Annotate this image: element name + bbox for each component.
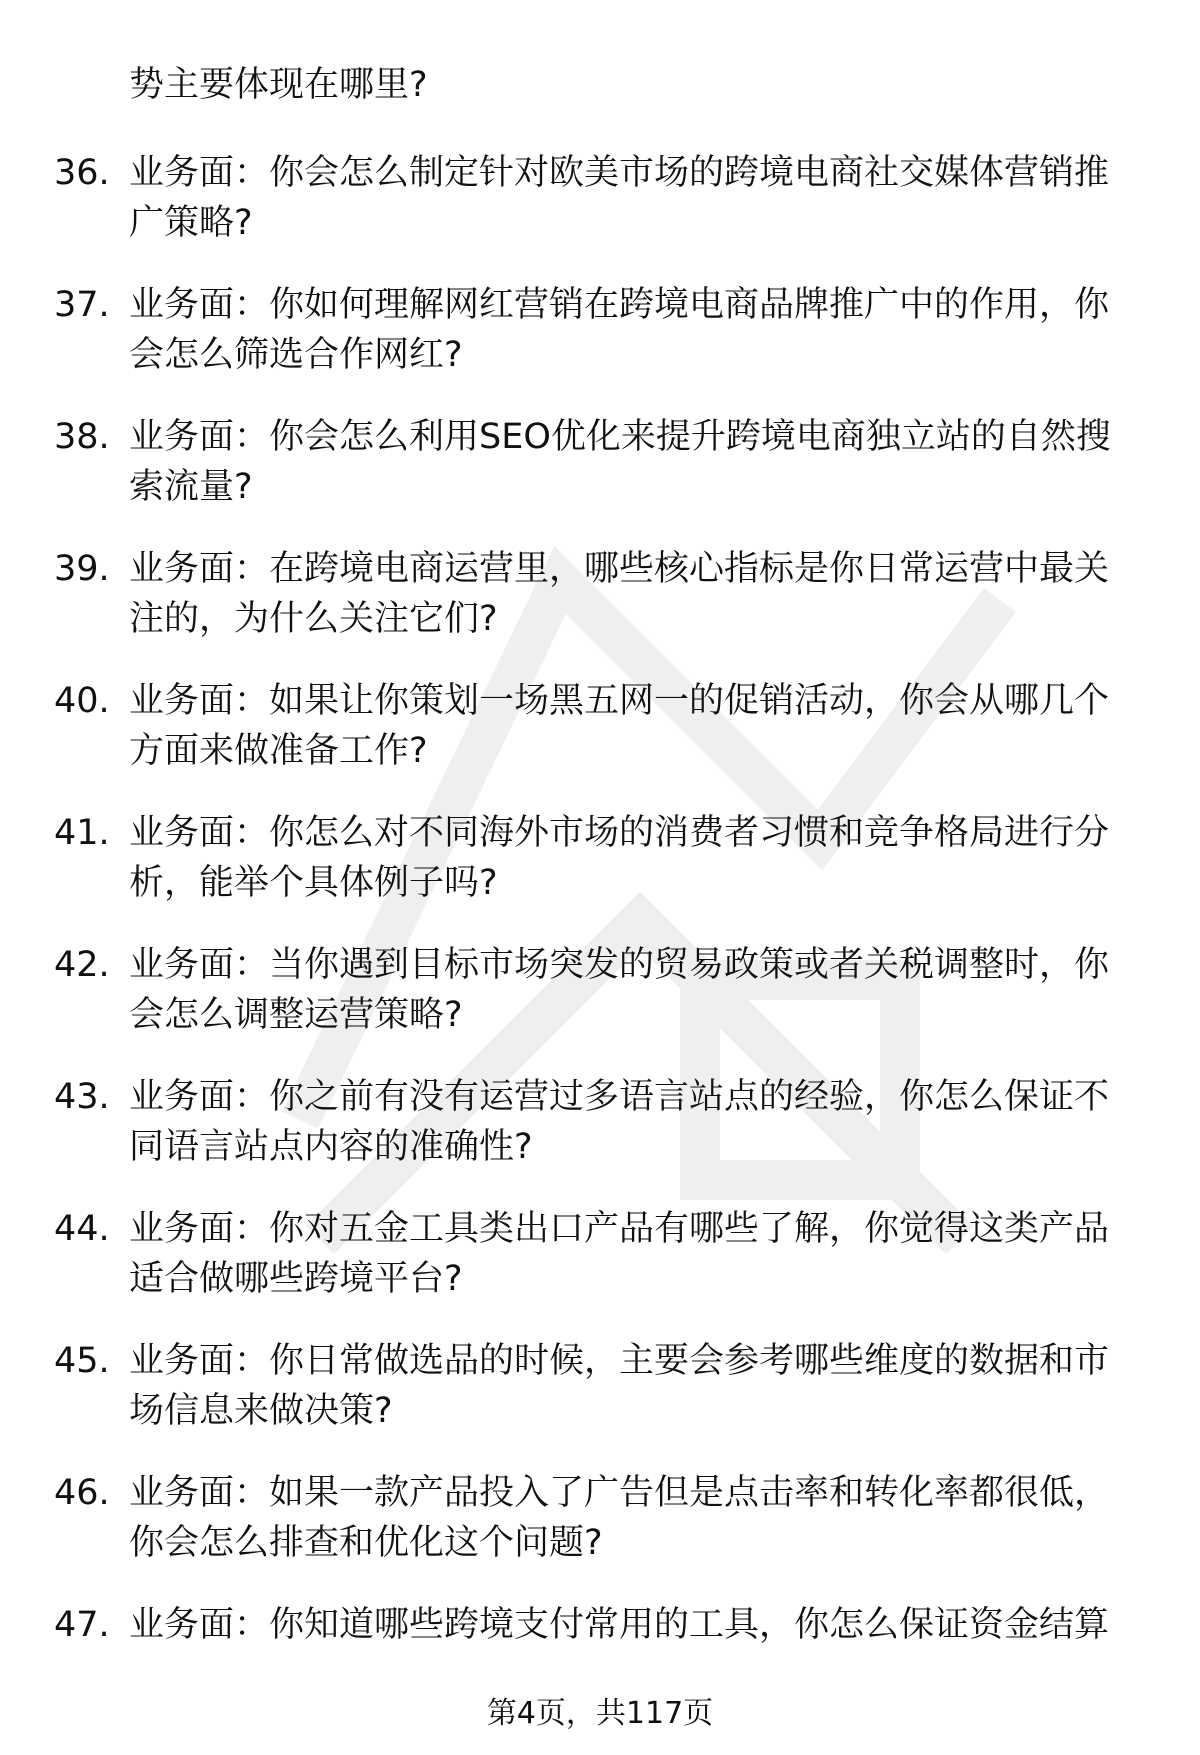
question-text [129,280,1139,380]
question-text [129,148,1139,248]
question-text-line: 业务面：如果一款产品投入了广告但是点击率和转化率都很低， [129,1473,1110,1513]
question-text [129,544,1139,644]
question-text-line: 适合做哪些跨境平台? [129,1259,463,1299]
question-text-line: 业务面：你知道哪些跨境支付常用的工具，你怎么保证资金结算 [129,1605,1110,1645]
question-text-line: 业务面：你会怎么利用SEO优化来提升跨境电商独立站的自然搜 [129,417,1111,457]
question-text-line: 方面来做准备工作? [129,731,428,771]
question-text-line: 业务面：你之前有没有运营过多语言站点的经验，你怎么保证不 [129,1077,1110,1117]
question-text-line: 业务面：你如何理解网红营销在跨境电商品牌推广中的作用，你 [129,285,1110,325]
question-item [0,1072,1200,1204]
question-text-line: 会怎么调整运营策略? [129,995,463,1035]
question-text-line: 索流量? [129,467,253,507]
question-number: 41. [54,813,110,853]
question-item [0,940,1200,1072]
question-number: 44. [54,1209,110,1249]
question-number: 46. [54,1473,110,1513]
question-number: 37. [54,285,110,325]
question-text [129,1468,1139,1568]
question-text-line: 析，能举个具体例子吗? [129,863,498,903]
question-number: 40. [54,681,110,721]
question-item [0,1468,1200,1600]
question-text-line: 业务面：当你遇到目标市场突发的贸易政策或者关税调整时，你 [129,945,1110,985]
question-text-line: 业务面：你日常做选品的时候，主要会参考哪些维度的数据和市 [129,1341,1110,1381]
question-text-line: 同语言站点内容的准确性? [129,1127,533,1167]
question-text [129,1600,1139,1650]
question-text [129,940,1139,1040]
question-text [129,412,1139,512]
question-text [129,808,1139,908]
question-text-line: 业务面：在跨境电商运营里，哪些核心指标是你日常运营中最关 [129,549,1110,589]
question-number: 39. [54,549,110,589]
question-list [0,148,1200,1732]
question-item [0,1204,1200,1336]
question-text-line: 注的，为什么关注它们? [129,599,498,639]
question-text-line: 业务面：你怎么对不同海外市场的消费者习惯和竞争格局进行分 [129,813,1110,853]
question-item [0,412,1200,544]
question-text-line: 业务面：你对五金工具类出口产品有哪些了解，你觉得这类产品 [129,1209,1110,1249]
question-text [129,1072,1139,1172]
question-text-line: 场信息来做决策? [129,1391,393,1431]
question-number: 42. [54,945,110,985]
question-number: 38. [54,417,110,457]
question-number: 36. [54,153,110,193]
question-item [0,280,1200,412]
question-item [0,808,1200,940]
question-text-line: 会怎么筛选合作网红? [129,335,463,375]
page-footer: 第4页，共117页 [486,1696,714,1731]
question-item [0,148,1200,280]
question-number: 43. [54,1077,110,1117]
question-text-line: 业务面：你会怎么制定针对欧美市场的跨境电商社交媒体营销推 [129,153,1110,193]
question-number: 47. [54,1605,110,1645]
question-text-line: 广策略? [129,203,253,243]
question-text-line: 业务面：如果让你策划一场黑五网一的促销活动，你会从哪几个 [129,681,1110,721]
question-item [0,1336,1200,1468]
continuation-line: 势主要体现在哪里? [129,65,428,105]
question-text [129,1336,1139,1436]
question-item [0,676,1200,808]
question-item [0,544,1200,676]
question-text [129,1204,1139,1304]
question-text-line: 你会怎么排查和优化这个问题? [129,1523,603,1563]
question-text [129,676,1139,776]
question-number: 45. [54,1341,110,1381]
